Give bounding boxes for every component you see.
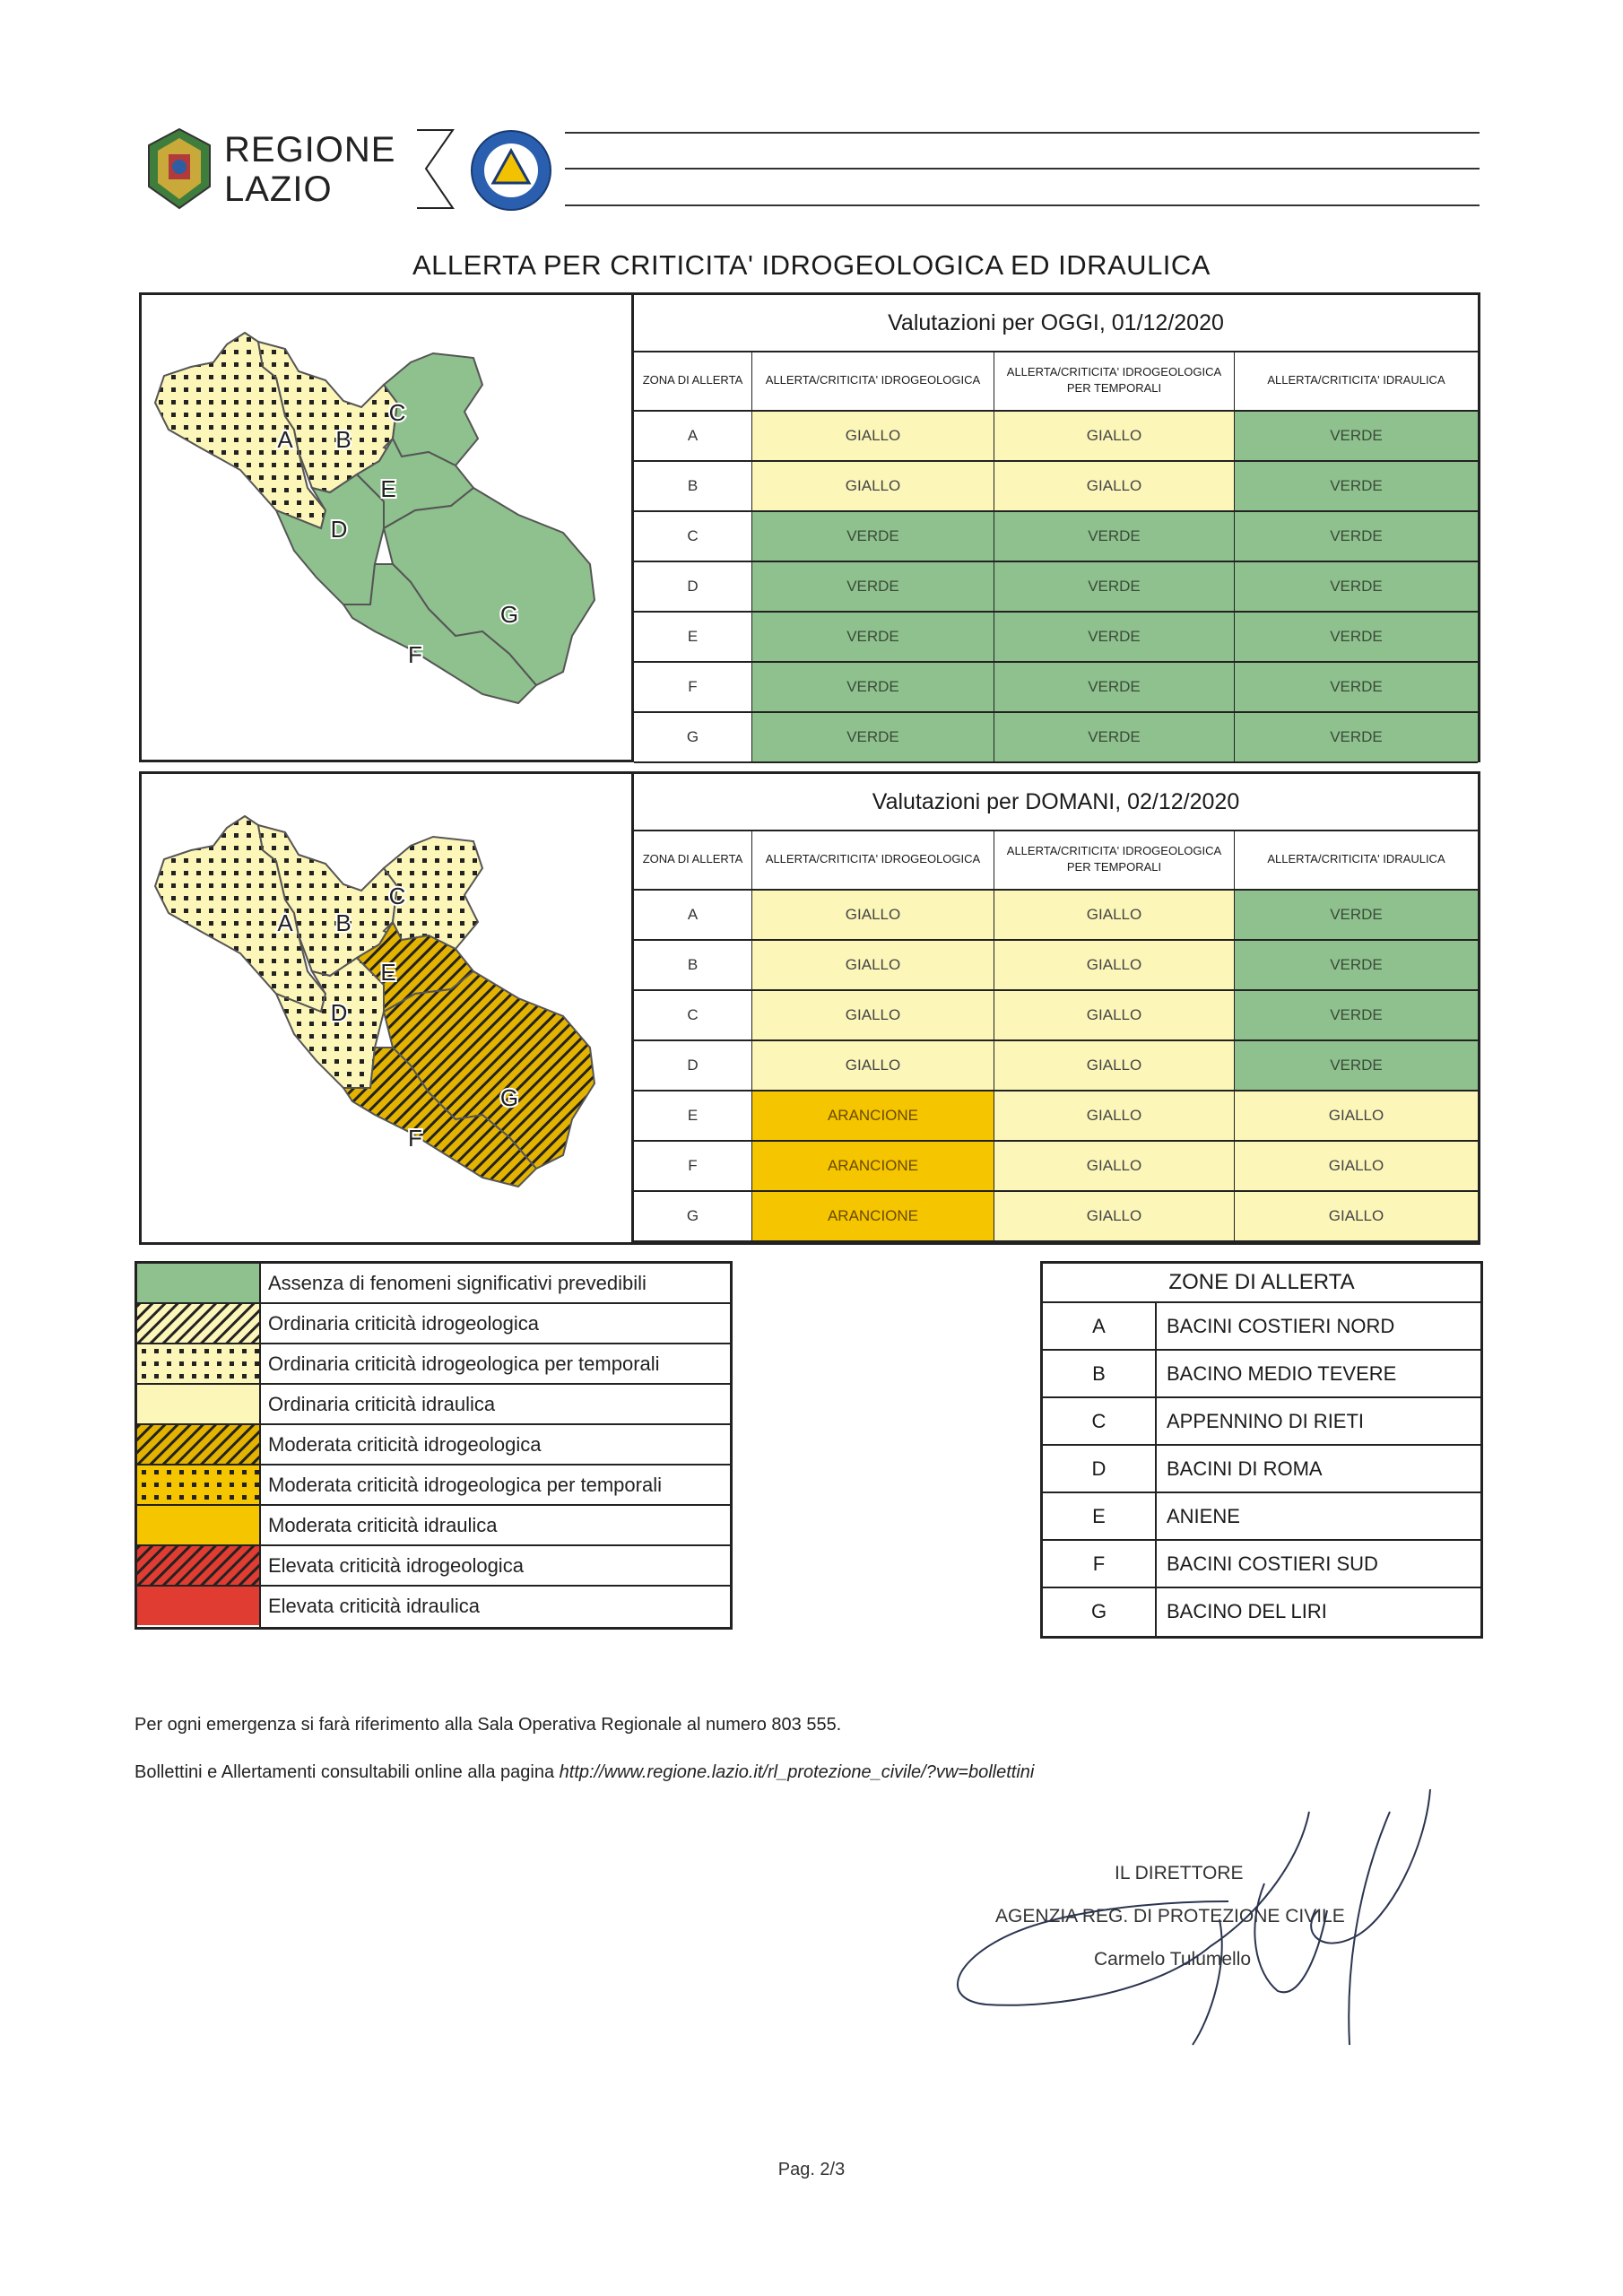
map-label-d: D xyxy=(330,999,348,1026)
legend-row xyxy=(137,1546,730,1587)
zone-name: BACINO DEL LIRI xyxy=(1167,1600,1327,1622)
legend-swatch-yellow-hatch xyxy=(137,1304,261,1343)
legend-swatch-green xyxy=(137,1264,261,1302)
zone-letter: F xyxy=(1043,1541,1157,1587)
brand-line2: LAZIO xyxy=(224,170,333,209)
tomorrow-heading: Valutazioni per DOMANI, 02/12/2020 xyxy=(634,774,1478,831)
zone-rows xyxy=(1043,1303,1480,1636)
alert-cell-temporali: GIALLO xyxy=(994,941,1235,991)
map-label-e: E xyxy=(380,475,396,502)
alert-cell-temporali: GIALLO xyxy=(994,462,1235,512)
zone-name: BACINO MEDIO TEVERE xyxy=(1167,1362,1397,1385)
col-idrogeo: ALLERTA/CRITICITA' IDROGEOLOGICA xyxy=(752,351,994,412)
map-label-d: D xyxy=(330,516,348,543)
alert-cell-temporali: GIALLO xyxy=(994,1142,1235,1192)
alert-cell-idraulica: VERDE xyxy=(1235,462,1478,512)
alert-cell-idrogeo: VERDE xyxy=(752,613,994,663)
map-label-a: A xyxy=(277,909,293,936)
zone-cell: B xyxy=(634,941,752,991)
alert-cell-idraulica: GIALLO xyxy=(1235,1091,1478,1142)
alert-cell-idrogeo: GIALLO xyxy=(752,941,994,991)
header-rule-bottom xyxy=(565,204,1480,206)
alert-cell-temporali: VERDE xyxy=(994,663,1235,713)
col-temporali: ALLERTA/CRITICITA' IDROGEOLOGICA PER TEMPORALI xyxy=(994,830,1235,891)
alert-cell-idraulica: VERDE xyxy=(1235,562,1478,613)
legend-row xyxy=(137,1264,730,1304)
alert-cell-idrogeo: GIALLO xyxy=(752,412,994,462)
legend-label: Elevata criticità idrogeologica xyxy=(268,1554,524,1577)
handwritten-signature-icon xyxy=(924,1785,1480,2063)
zone-letter: D xyxy=(1043,1446,1157,1492)
zone-row xyxy=(1043,1493,1480,1541)
alert-cell-idrogeo: VERDE xyxy=(752,512,994,562)
legend-swatch-yellow-dots xyxy=(137,1344,261,1383)
zone-name: ANIENE xyxy=(1167,1505,1240,1527)
alert-cell-idraulica: VERDE xyxy=(1235,412,1478,462)
online-text: Bollettini e Allertamenti consultabili online alla pagina xyxy=(135,1762,555,1782)
zone-letter: A xyxy=(1043,1303,1157,1349)
alert-cell-idraulica: VERDE xyxy=(1235,891,1478,941)
alert-cell-temporali: GIALLO xyxy=(994,1192,1235,1242)
zone-letter: E xyxy=(1043,1493,1157,1539)
alert-cell-idraulica: VERDE xyxy=(1235,613,1478,663)
zone-name: BACINI COSTIERI NORD xyxy=(1167,1315,1395,1337)
legend-label: Ordinaria criticità idrogeologica xyxy=(268,1312,540,1335)
zone-row xyxy=(1043,1303,1480,1351)
alert-cell-idrogeo: ARANCIONE xyxy=(752,1142,994,1192)
zone-row xyxy=(1043,1541,1480,1588)
legend-row xyxy=(137,1344,730,1385)
zone-row xyxy=(1043,1446,1480,1493)
map-label-b: B xyxy=(335,426,352,453)
col-temporali: ALLERTA/CRITICITA' IDROGEOLOGICA PER TEMPORALI xyxy=(994,351,1235,412)
zone-cell: C xyxy=(634,991,752,1041)
alert-cell-idrogeo: VERDE xyxy=(752,713,994,763)
alert-cell-temporali: GIALLO xyxy=(994,1091,1235,1142)
legend-swatch-red-hatch xyxy=(137,1546,261,1585)
region-crest-icon xyxy=(143,127,215,210)
zone-cell: A xyxy=(634,412,752,462)
legend-row xyxy=(137,1587,730,1627)
col-zona: ZONA DI ALLERTA xyxy=(634,830,752,891)
alert-cell-idrogeo: ARANCIONE xyxy=(752,1091,994,1142)
map-label-f: F xyxy=(408,641,422,668)
zone-cell: D xyxy=(634,562,752,613)
legend-label: Moderata criticità idrogeologica per temporali xyxy=(268,1474,662,1496)
alert-cell-temporali: VERDE xyxy=(994,512,1235,562)
alert-cell-idraulica: VERDE xyxy=(1235,663,1478,713)
legend-swatch-yellow xyxy=(137,1385,261,1423)
legend-label: Moderata criticità idrogeologica xyxy=(268,1433,542,1456)
legend-label: Ordinaria criticità idraulica xyxy=(268,1393,496,1415)
alert-cell-temporali: VERDE xyxy=(994,713,1235,763)
map-label-c: C xyxy=(388,883,406,909)
alert-cell-idrogeo: GIALLO xyxy=(752,1041,994,1091)
legend-label: Elevata criticità idraulica xyxy=(268,1595,480,1617)
alert-cell-idraulica: VERDE xyxy=(1235,991,1478,1041)
signature-agency: AGENZIA REG. DI PROTEZIONE CIVILE xyxy=(995,1906,1345,1926)
zone-cell: B xyxy=(634,462,752,512)
legend xyxy=(135,1261,733,1630)
civil-protection-seal-icon xyxy=(466,126,556,215)
zone-cell: G xyxy=(634,713,752,763)
col-idraulica: ALLERTA/CRITICITA' IDRAULICA xyxy=(1235,351,1478,412)
alert-cell-idraulica: VERDE xyxy=(1235,941,1478,991)
zone-letter: G xyxy=(1043,1588,1157,1636)
alert-cell-idraulica: VERDE xyxy=(1235,512,1478,562)
today-lazio-map xyxy=(142,295,631,760)
today-panel xyxy=(139,292,1480,762)
alert-cell-temporali: GIALLO xyxy=(994,1041,1235,1091)
zone-cell: E xyxy=(634,1091,752,1142)
map-label-g: G xyxy=(499,601,519,628)
alert-cell-idrogeo: ARANCIONE xyxy=(752,1192,994,1242)
legend-label: Moderata criticità idraulica xyxy=(268,1514,498,1536)
legend-row xyxy=(137,1506,730,1546)
map-label-a: A xyxy=(277,426,293,453)
col-idraulica: ALLERTA/CRITICITA' IDRAULICA xyxy=(1235,830,1478,891)
zone-cell: C xyxy=(634,512,752,562)
tomorrow-lazio-map xyxy=(142,774,631,1242)
zone-name: APPENNINO DI RIETI xyxy=(1167,1410,1365,1432)
zone-row xyxy=(1043,1588,1480,1636)
alert-cell-idraulica: VERDE xyxy=(1235,713,1478,763)
signature-name: Carmelo Tulumello xyxy=(1094,1949,1252,1970)
tomorrow-panel xyxy=(139,771,1480,1245)
zone-letter: B xyxy=(1043,1351,1157,1396)
zone-cell: G xyxy=(634,1192,752,1242)
alert-cell-idraulica: GIALLO xyxy=(1235,1192,1478,1242)
zone-name: BACINI DI ROMA xyxy=(1167,1457,1323,1480)
zones-table xyxy=(1040,1261,1483,1639)
zone-name: BACINI COSTIERI SUD xyxy=(1167,1552,1378,1575)
online-url[interactable]: http://www.regione.lazio.it/rl_protezione_civile/?vw=bollettini xyxy=(559,1762,1035,1782)
legend-row xyxy=(137,1465,730,1506)
alert-cell-temporali: GIALLO xyxy=(994,412,1235,462)
col-idrogeo: ALLERTA/CRITICITA' IDROGEOLOGICA xyxy=(752,830,994,891)
alert-cell-temporali: GIALLO xyxy=(994,991,1235,1041)
legend-label: Ordinaria criticità idrogeologica per temporali xyxy=(268,1352,660,1375)
legend-row xyxy=(137,1304,730,1344)
alert-cell-idrogeo: GIALLO xyxy=(752,991,994,1041)
page-number: Pag. 2/3 xyxy=(777,2160,846,2179)
alert-cell-idrogeo: VERDE xyxy=(752,663,994,713)
alert-cell-idrogeo: VERDE xyxy=(752,562,994,613)
legend-swatch-red xyxy=(137,1587,261,1627)
document-title: ALLERTA PER CRITICITA' IDROGEOLOGICA ED IDRAULICA xyxy=(412,249,1211,281)
map-label-g: G xyxy=(499,1084,519,1111)
map-label-c: C xyxy=(388,399,406,426)
zone-row xyxy=(1043,1351,1480,1398)
zone-row xyxy=(1043,1398,1480,1446)
legend-row xyxy=(137,1425,730,1465)
online-line xyxy=(135,1762,1034,1783)
zone-cell: F xyxy=(634,1142,752,1192)
alert-cell-temporali: GIALLO xyxy=(994,891,1235,941)
today-table xyxy=(634,295,1478,760)
zone-cell: A xyxy=(634,891,752,941)
today-map xyxy=(142,295,634,760)
emergency-text: Per ogni emergenza si farà riferimento alla Sala Operativa Regionale al numero xyxy=(135,1715,767,1735)
header-rule-top xyxy=(565,132,1480,134)
signature-role: IL DIRETTORE xyxy=(1115,1863,1244,1883)
map-label-e: E xyxy=(380,959,396,986)
alert-cell-idrogeo: GIALLO xyxy=(752,462,994,512)
alert-cell-idraulica: GIALLO xyxy=(1235,1142,1478,1192)
alert-cell-idraulica: VERDE xyxy=(1235,1041,1478,1091)
region-logo xyxy=(143,126,556,215)
legend-row xyxy=(137,1385,730,1425)
legend-swatch-orange-dots xyxy=(137,1465,261,1504)
brand-line1: REGIONE xyxy=(224,130,396,170)
alert-cell-temporali: VERDE xyxy=(994,562,1235,613)
zone-cell: E xyxy=(634,613,752,663)
alert-cell-temporali: VERDE xyxy=(994,613,1235,663)
zone-cell: F xyxy=(634,663,752,713)
zone-letter: C xyxy=(1043,1398,1157,1444)
legend-swatch-orange xyxy=(137,1506,261,1544)
zone-cell: D xyxy=(634,1041,752,1091)
today-heading: Valutazioni per OGGI, 01/12/2020 xyxy=(634,295,1478,352)
col-zona: ZONA DI ALLERTA xyxy=(634,351,752,412)
tomorrow-table xyxy=(634,774,1478,1242)
legend-swatch-orange-hatch xyxy=(137,1425,261,1464)
alert-cell-idrogeo: GIALLO xyxy=(752,891,994,941)
map-label-b: B xyxy=(335,909,352,936)
emergency-number: 803 555. xyxy=(771,1715,842,1735)
header-rule-middle xyxy=(565,168,1480,170)
tomorrow-map xyxy=(142,774,634,1242)
emergency-line xyxy=(135,1715,841,1735)
zones-heading: ZONE DI ALLERTA xyxy=(1043,1264,1480,1303)
map-label-f: F xyxy=(408,1125,422,1152)
legend-label: Assenza di fenomeni significativi prevedibili xyxy=(268,1272,647,1294)
